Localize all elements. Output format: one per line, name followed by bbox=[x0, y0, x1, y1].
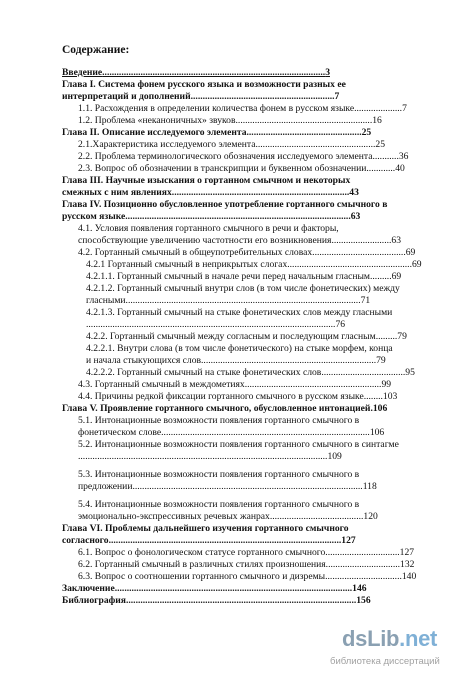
toc-entry-title: 4.4. Причины редкой фиксации гортанного смычного в русском языке bbox=[78, 391, 364, 402]
toc-entry-page: 79 bbox=[376, 355, 386, 366]
toc-entry-title: фонетическом слове bbox=[78, 427, 162, 438]
toc-entry-leader: ....................................................................................... bbox=[161, 427, 370, 438]
toc-entry-leader: ............ bbox=[366, 163, 396, 174]
toc-entry-title: смежных с ним явлениях. bbox=[62, 187, 175, 198]
toc-entry-leader: .................................................. bbox=[255, 139, 376, 150]
toc-entry bbox=[78, 103, 426, 114]
toc-entry-page: 25 bbox=[375, 139, 385, 150]
toc-entry-title: Глава VI. Проблемы дальнейшего изучения гортанного смычного bbox=[62, 523, 349, 534]
toc-entry-title: 4.2.2. Гортанный смычный между согласным и последующим гласным bbox=[86, 331, 376, 342]
toc-entry bbox=[62, 127, 426, 138]
toc-entry bbox=[62, 79, 426, 90]
toc-entry-title: Введение bbox=[62, 67, 103, 78]
toc-entry-leader: ........... bbox=[372, 151, 399, 162]
toc-entry-leader: ................................................................................................. bbox=[108, 535, 342, 546]
toc-entry bbox=[78, 469, 426, 480]
toc-entry bbox=[86, 283, 426, 294]
toc-entry bbox=[86, 271, 426, 282]
toc-entry-leader: ............................... bbox=[325, 559, 401, 570]
toc-entry-page: 69 bbox=[391, 271, 402, 282]
page-title: Содержание: bbox=[62, 44, 130, 56]
toc-entry-leader: ................................ bbox=[325, 571, 402, 582]
toc-entry-page: 120 bbox=[363, 511, 378, 522]
toc-entry-title: Глава V. Проявление гортанного смычного, обусловленное интонацией bbox=[62, 403, 371, 414]
toc-entry-leader: .................................................................................................. bbox=[125, 295, 361, 306]
watermark-logo-suffix: .net bbox=[399, 626, 438, 651]
toc-entry-page: 79 bbox=[397, 331, 407, 342]
toc-entry-leader: .................... bbox=[354, 103, 403, 114]
toc-entry-leader: ................................................................................................... bbox=[114, 583, 353, 594]
toc-entry bbox=[78, 547, 426, 558]
toc-entry-title: интерпретаций и дополнений bbox=[62, 91, 191, 102]
toc-entry-title: 4.2.1.1. Гортанный смычный в начале речи перед начальным гласным bbox=[86, 271, 370, 282]
toc-entry-page: 43 bbox=[349, 187, 359, 198]
toc-entry-title: 6.2. Гортанный смычный в различных стилях произношения bbox=[78, 559, 326, 570]
toc-entry-leader: ......... bbox=[370, 271, 392, 282]
toc-entry-title: Заключение bbox=[62, 583, 115, 594]
toc-entry bbox=[86, 259, 426, 270]
toc-entry-leader: ........................................................................................................ bbox=[78, 451, 328, 462]
toc-entry-title: и начала стыкующихся слов bbox=[86, 355, 202, 366]
toc-entry bbox=[78, 247, 426, 258]
toc-entry-title: Глава II. Описание исследуемого элемента bbox=[62, 127, 247, 138]
toc-entry-leader: ......................................................................... bbox=[174, 187, 350, 198]
toc-entry-title: 6.3. Вопрос о соотношении гортанного смычного и дизремы bbox=[78, 571, 326, 582]
toc-entry-page: 156 bbox=[356, 595, 371, 606]
toc-entry-page: 127 bbox=[399, 547, 415, 558]
toc-entry-page: 132 bbox=[400, 559, 415, 570]
toc-entry-title: 6.1. Вопрос о фонологическом статусе гортанного смычного bbox=[78, 547, 326, 558]
toc-entry bbox=[78, 415, 426, 426]
toc-entry-page: 36 bbox=[398, 151, 409, 162]
toc-entry-leader: ................................................... bbox=[289, 259, 412, 270]
toc-entry-page: 146 bbox=[352, 583, 367, 594]
toc-entry-leader: ................................... bbox=[321, 367, 406, 378]
toc-entry-leader: ............................................................ bbox=[190, 91, 335, 102]
toc-entry bbox=[78, 451, 426, 462]
toc-entry-page: 127 bbox=[341, 535, 356, 546]
toc-entry-title: Глава I. Система фонем русского языка и возможности разных ее bbox=[62, 79, 346, 90]
toc-entry-page: 118 bbox=[362, 481, 377, 492]
toc-entry bbox=[62, 595, 426, 606]
toc-entry-page: 106 bbox=[372, 403, 388, 414]
toc-entry bbox=[86, 319, 426, 330]
toc-entry-leader: ....................................... bbox=[312, 247, 406, 258]
toc-entry-title: эмоционально-экспрессивных речевых жанрах bbox=[78, 511, 270, 522]
toc-entry-page: 63 bbox=[350, 211, 361, 222]
toc-entry-title: 4.2.1 Гортанный смычный в неприкрытых слогах. bbox=[86, 259, 290, 270]
toc-entry bbox=[62, 583, 426, 594]
toc-entry bbox=[78, 163, 426, 174]
toc-entry-leader: ................................................ bbox=[246, 127, 362, 138]
toc-entry bbox=[62, 67, 426, 78]
toc-entry-title: Глава III. Научные изыскания о гортанном смычном и некоторых bbox=[62, 175, 351, 186]
toc-entry bbox=[86, 367, 426, 378]
toc-entry bbox=[86, 307, 426, 318]
toc-entry bbox=[86, 343, 426, 354]
toc-entry-page: 40 bbox=[395, 163, 405, 174]
toc-entry bbox=[78, 511, 426, 522]
toc-entry bbox=[78, 439, 426, 450]
toc-entry-page: 99 bbox=[381, 379, 392, 390]
toc-entry-page: 140 bbox=[401, 571, 417, 582]
toc-entry-title: 5.3. Интонационные возможности появления гортанного смычного в bbox=[78, 469, 360, 480]
toc-entry-title: 4.2.2.2. Гортанный смычный на стыке фонетических слов bbox=[86, 367, 322, 378]
toc-entry-page: 69 bbox=[405, 247, 416, 258]
toc-entry-page: 69 bbox=[411, 259, 422, 270]
toc-entry bbox=[86, 295, 426, 306]
toc-entry-page: 63 bbox=[391, 235, 401, 246]
toc-entry-page: 7 bbox=[402, 103, 407, 114]
toc-entry-leader: .............................................................................................. bbox=[125, 211, 351, 222]
toc-entry bbox=[78, 235, 426, 246]
toc-entry-title: 4.2.1.3. Гортанный смычный на стыке фонетических слов между гласными bbox=[86, 307, 393, 318]
toc-entry bbox=[78, 151, 426, 162]
toc-entry bbox=[86, 355, 426, 366]
toc-entry-title: предложении bbox=[78, 481, 133, 492]
toc-entry-page: 106 bbox=[369, 427, 385, 438]
toc-entry-leader: ....................................... bbox=[269, 511, 364, 522]
toc-entry-title: 5.1. Интонационные возможности появления гортанного смычного в bbox=[78, 415, 360, 426]
toc-entry bbox=[62, 187, 426, 198]
toc-entry-page: 109 bbox=[327, 451, 342, 462]
toc-entry-leader: ......................... bbox=[331, 235, 392, 246]
toc-entry-page: 76 bbox=[335, 319, 346, 330]
toc-entry-title: 1.1. Расхождения в определении количества фонем в русском языке bbox=[78, 103, 355, 114]
watermark-tagline: библиотека диссертаций bbox=[330, 656, 440, 667]
watermark-logo bbox=[342, 626, 437, 652]
toc-entry-leader: ............................................................................................. bbox=[102, 67, 326, 78]
toc-entry-title: 4.2.1.2. Гортанный смычный внутри слов (в том числе фонетических) между bbox=[86, 283, 400, 294]
toc-entry-leader: ................................................................................................ bbox=[125, 595, 357, 606]
toc-entry-title: 2.3. Вопрос об обозначении в транскрипции и буквенном обозначении bbox=[78, 163, 367, 174]
toc-entry-title: русском языке bbox=[62, 211, 126, 222]
toc-entry-title: 5.4. Интонационные возможности появления гортанного смычного в bbox=[78, 499, 360, 510]
toc-entry-leader: ........................................................................................................ bbox=[86, 319, 336, 330]
toc-entry bbox=[62, 211, 426, 222]
toc-entry-leader: ........ bbox=[363, 391, 383, 402]
toc-entry bbox=[62, 175, 426, 186]
toc-entry bbox=[78, 139, 426, 150]
toc-entry bbox=[78, 499, 426, 510]
toc-entry-page: 7 bbox=[334, 91, 340, 102]
toc-entry-leader: ......................................................................... bbox=[201, 355, 377, 366]
toc-entry-title: 4.2. Гортанный смычный в общеупотребительных словах bbox=[78, 247, 313, 258]
toc-entry bbox=[86, 331, 426, 342]
toc-entry-page: 95 bbox=[405, 367, 415, 378]
toc-entry bbox=[62, 403, 426, 414]
toc-entry bbox=[78, 427, 426, 438]
toc-entry-title: 4.1. Условия появления гортанного смычного в речи и факторы, bbox=[78, 223, 339, 234]
toc-entry-leader: ......................................................... bbox=[244, 379, 382, 390]
toc-entry-leader: ......................................................... bbox=[235, 115, 373, 126]
toc-entry-page: 71 bbox=[360, 295, 371, 306]
toc-entry-title: 4.2.2.1. Внутри слова (в том числе фонетического) на стыке морфем, конца bbox=[86, 343, 393, 354]
toc-entry bbox=[78, 115, 426, 126]
toc-entry-title: 5.2. Интонационные возможности появления гортанного смычного в синтагме bbox=[78, 439, 399, 450]
toc-entry-title: 2.2. Проблема терминологического обозначения исследуемого элемента bbox=[78, 151, 373, 162]
toc-entry-page: 103 bbox=[382, 391, 398, 402]
toc-entry bbox=[62, 523, 426, 534]
toc-entry-title: 2.1.Характеристика исследуемого элемента bbox=[78, 139, 256, 150]
toc-entry-title: гласными bbox=[86, 295, 126, 306]
toc-entry-title: Библиография bbox=[62, 595, 126, 606]
toc-entry-leader: ......... bbox=[375, 331, 398, 342]
toc-entry bbox=[78, 571, 426, 582]
toc-entry-page: 25 bbox=[361, 127, 372, 138]
toc-entry bbox=[78, 559, 426, 570]
toc-entry-title: 4.3. Гортанный смычный в междометиях bbox=[78, 379, 245, 390]
toc-entry-leader: ............................... bbox=[325, 547, 400, 558]
watermark-logo-main: dsLib bbox=[342, 626, 400, 651]
toc-entry bbox=[62, 91, 426, 102]
toc-entry bbox=[78, 391, 426, 402]
toc-entry bbox=[62, 199, 426, 210]
watermark bbox=[330, 626, 442, 670]
toc-entry-title: Глава IV. Позиционно обусловленное употребление гортанного смычного в bbox=[62, 199, 388, 210]
toc-entry bbox=[62, 535, 426, 546]
toc-entry bbox=[78, 379, 426, 390]
toc-entry bbox=[78, 223, 426, 234]
toc-entry-page: 3 bbox=[325, 67, 330, 78]
toc-entry-title: 1.2. Проблема «неканоничных» звуков bbox=[78, 115, 236, 126]
toc-entry-leader: ................................................................................................ bbox=[132, 481, 363, 492]
toc-entry-leader: . bbox=[370, 403, 373, 414]
toc-entry-page: 16 bbox=[372, 115, 382, 126]
toc-entry-title: способствующие увеличению частотности его возникновения bbox=[78, 235, 332, 246]
toc-entry bbox=[78, 481, 426, 492]
toc-entry-title: согласного bbox=[62, 535, 109, 546]
